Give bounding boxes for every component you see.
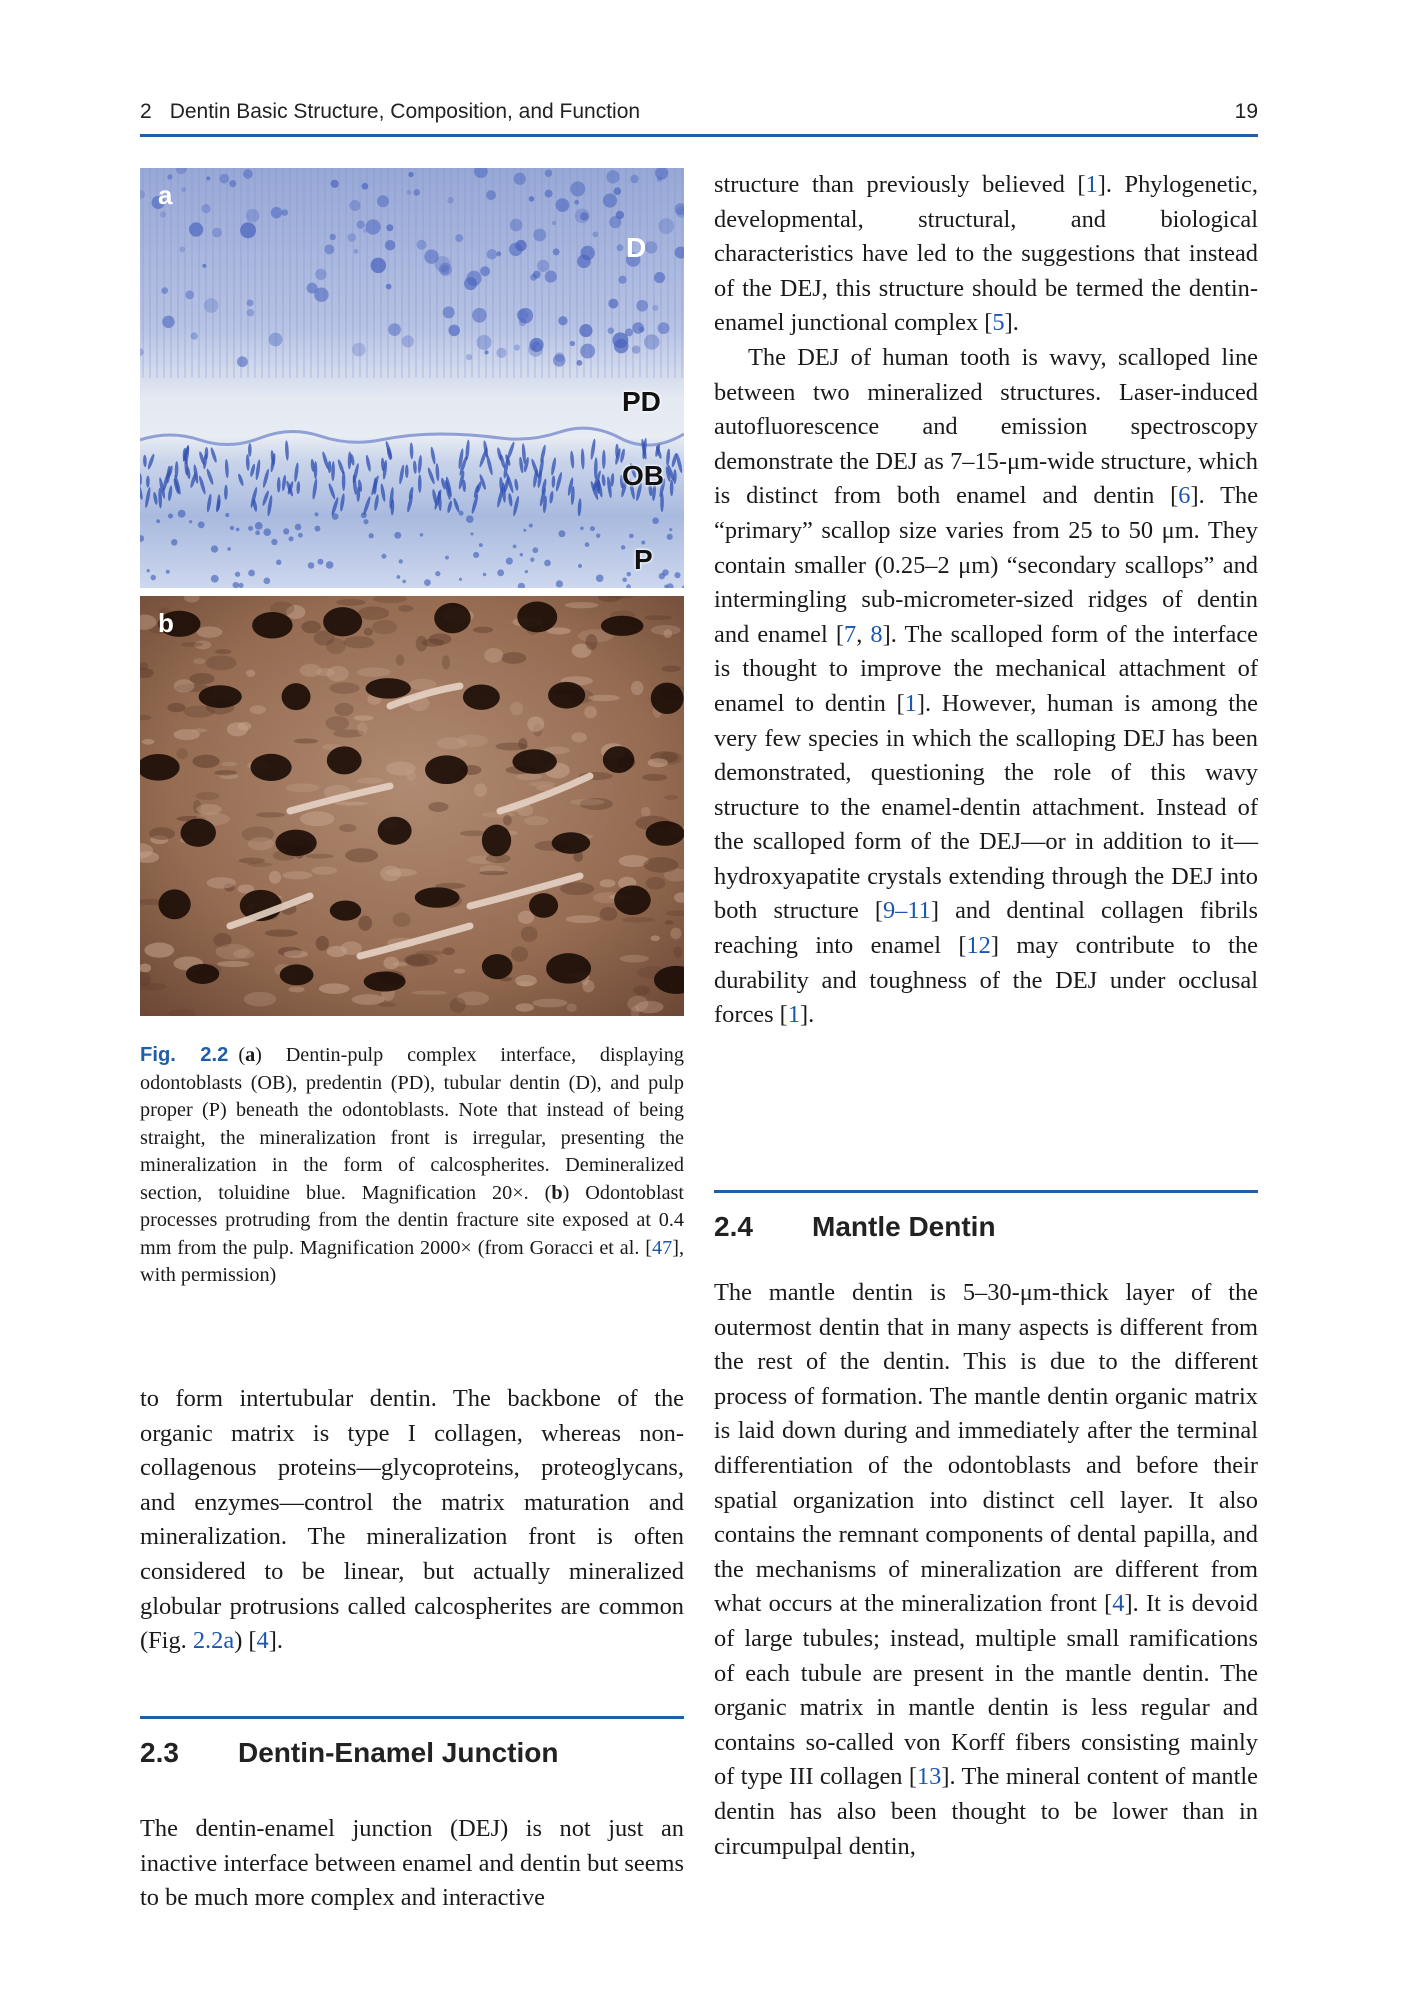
- text-run: ]. The “primary” scallop size varies from 25 to 50 μm. They contain smaller (0.25–2 μm) “secondary scallops” and intermingling sub-micrometer-sized ridges of dentin and enamel [: [714, 482, 1259, 648]
- left-column-lower: [140, 1812, 684, 1916]
- label-odontoblasts: OB: [622, 460, 664, 491]
- citation-link[interactable]: 47: [652, 1236, 673, 1259]
- text-run: ]. The scalloped form of the interface is thought to improve the mechanical attachment of enamel to dentin [: [714, 620, 1258, 717]
- page-number: 19: [1234, 100, 1258, 123]
- section-number: 2.3: [140, 1737, 179, 1768]
- panel-letter-a: a: [158, 180, 173, 210]
- figure-2-2: [140, 168, 684, 1016]
- caption-text: ) Dentin-pulp complex interface, displaying odontoblasts (OB), predentin (PD), tubular dentin (D), and pulp proper (P) beneath the odontoblasts. Note that instead of being straight, the mineralization front is irregular, presenting the mineralization in the form of calcospherites. Demineralized section, toluidine blue. Magnification 20×. (: [140, 1044, 684, 1204]
- panel-letter-b: b: [158, 608, 174, 638]
- right-column-lower: [714, 1276, 1258, 1864]
- histology-image: [140, 168, 684, 588]
- text-run: The DEJ of human tooth is wavy, scalloped line between two mineralized structures. Laser-induced autofluorescence and emission spectroscopy demonstrate the DEJ as 7–15-μm-wide structure, which is distinct from both enamel and dentin [: [714, 343, 1258, 510]
- sem-image: [140, 596, 684, 1016]
- text-run: ] and dentinal collagen fibrils reaching into enamel [: [714, 897, 1258, 960]
- citation-link[interactable]: 13: [916, 1763, 942, 1791]
- chapter-number: 2: [140, 100, 152, 123]
- body-paragraph: [714, 341, 1258, 1033]
- chapter-title: Dentin Basic Structure, Composition, and Function: [169, 100, 641, 123]
- caption-panel-ref: b: [551, 1181, 563, 1204]
- text-run: ]. The mineral content of mantle dentin has also been thought to be lower than in circumpulpal dentin,: [714, 1763, 1258, 1860]
- body-paragraph: [714, 1276, 1258, 1864]
- caption-text: ], with permission): [140, 1236, 684, 1286]
- figure-panel-b: [140, 596, 684, 1016]
- right-column: [714, 168, 1258, 1033]
- figure-link[interactable]: 2.2a: [192, 1627, 235, 1655]
- label-pulp: P: [634, 544, 653, 575]
- running-header: [140, 96, 1258, 132]
- section-title: Mantle Dentin: [812, 1211, 996, 1242]
- body-paragraph: [714, 168, 1258, 341]
- text-run: ,: [856, 620, 871, 648]
- text-run: ]. However, human is among the very few species in which the scalloping DEJ has been demonstrated, questioning the role of this wavy structure to the enamel-dentin attachment. Instead of the scalloped form of the DEJ—or in addition to it—hydroxyapatite crystals extending through the DEJ into both structure [: [714, 689, 1258, 925]
- figure-caption: [140, 1042, 684, 1290]
- left-column: [140, 1382, 684, 1659]
- section-heading: [140, 1737, 684, 1769]
- citation-link[interactable]: 6: [1178, 482, 1191, 510]
- text-run: to form intertubular dentin. The backbone of the organic matrix is type I collagen, whereas non-collagenous proteins—glycoproteins, proteoglycans, and enzymes—control the matrix maturation and mineralization. The mineralization front is often considered to be linear, but actually mineralized globular protrusions called calcospherites are common (Fig.: [140, 1385, 684, 1655]
- citation-link[interactable]: 7: [844, 620, 857, 648]
- citation-link[interactable]: 8: [870, 620, 883, 648]
- text-run: The mantle dentin is 5–30-μm-thick layer of the outermost dentin that in many aspects is different from the rest of the dentin. This is due to the different process of formation. The mantle dentin organic matrix is laid down during and immediately after the terminal differentiation of the odontoblasts and before their spatial organization into distinct cell layer. It also contains the remnant components of dental papilla, and the mechanisms of mineralization are different from what occurs at the mineralization front [: [714, 1279, 1258, 1618]
- section-rule: [714, 1190, 1258, 1193]
- citation-link[interactable]: 9–11: [882, 897, 931, 925]
- citation-link[interactable]: 4: [1112, 1590, 1125, 1618]
- text-run: ].: [800, 1001, 815, 1029]
- section-2-3: [140, 1716, 684, 1769]
- section-heading: [714, 1211, 1258, 1243]
- text-run: ) [: [234, 1627, 257, 1655]
- text-run: ].: [268, 1627, 283, 1655]
- citation-link[interactable]: 12: [966, 932, 991, 960]
- citation-link[interactable]: 1: [787, 1001, 801, 1029]
- section-2-4: [714, 1190, 1258, 1243]
- text-run: ]. It is devoid of large tubules; instead, multiple small ramifications of each tubule are present in the mantle dentin. The organic matrix in mantle dentin is less regular and contains so-called von Korff fibers consisting mainly of type III collagen [: [714, 1590, 1258, 1791]
- section-rule: [140, 1716, 684, 1719]
- section-number: 2.4: [714, 1211, 753, 1242]
- text-run: structure than previously believed [: [714, 171, 1086, 198]
- label-dentin: D: [626, 232, 647, 263]
- caption-text: ) Odontoblast processes protruding from the dentin fracture site exposed at 0.4 mm from the pulp. Magnification 2000× (from Goracci et al. [: [140, 1181, 684, 1259]
- chapter-heading: [140, 100, 640, 124]
- body-paragraph: The dentin-enamel junction (DEJ) is not just an inactive interface between enamel and dentin but seems to be much more complex and interactive: [140, 1815, 684, 1912]
- text-run: ] may contribute to the durability and toughness of the DEJ under occlusal forces [: [714, 932, 1258, 1029]
- section-title: Dentin-Enamel Junction: [238, 1737, 559, 1768]
- text-run: ].: [1004, 309, 1019, 337]
- figure-panel-a: [140, 168, 684, 588]
- citation-link[interactable]: 5: [992, 309, 1005, 337]
- body-paragraph: [140, 1382, 684, 1659]
- caption-text: (: [238, 1044, 246, 1066]
- header-rule: [140, 134, 1258, 137]
- caption-panel-ref: a: [245, 1044, 256, 1066]
- label-predentin: PD: [622, 386, 661, 417]
- citation-link[interactable]: 1: [904, 689, 917, 717]
- figure-label: Fig. 2.2: [140, 1044, 229, 1066]
- text-run: ]. Phylogenetic, developmental, structural, and biological characteristics have led to the suggestions that instead of the DEJ, this structure should be termed the dentin-enamel junctional complex [: [714, 171, 1258, 337]
- citation-link[interactable]: 4: [256, 1627, 269, 1655]
- citation-link[interactable]: 1: [1085, 171, 1098, 198]
